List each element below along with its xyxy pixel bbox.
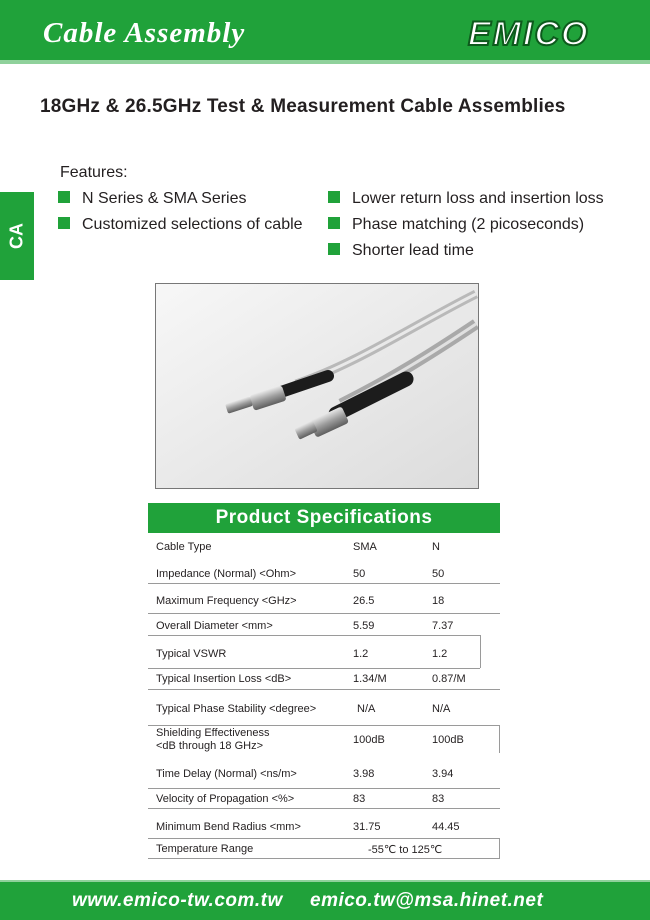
page-footer (0, 880, 650, 920)
product-photo (155, 283, 479, 489)
header-title: Cable Assembly (43, 17, 246, 49)
feature-text: Phase matching (2 picoseconds) (352, 216, 585, 233)
logo-text: EMICO (468, 15, 590, 50)
spec-label: <dB through 18 GHz> (156, 740, 264, 752)
specs-title: Product Specifications (215, 507, 433, 528)
feature-item (58, 216, 303, 234)
spec-label: Typical Insertion Loss <dB> (156, 673, 292, 685)
spec-sma-value: 50 (353, 568, 366, 580)
spec-n-value: 7.37 (432, 620, 454, 632)
email-link[interactable]: emico.tw@msa.hinet.net (310, 890, 544, 911)
table-divider (480, 635, 481, 668)
table-divider (148, 583, 500, 584)
table-divider (148, 808, 500, 809)
spec-range-value: -55℃ to 125℃ (368, 844, 443, 856)
spec-sma-value: 1.34/M (353, 673, 387, 685)
feature-item (58, 190, 247, 208)
spec-label: Minimum Bend Radius <mm> (156, 821, 301, 833)
features-label: Features: (60, 164, 128, 181)
table-divider (148, 613, 500, 614)
spec-label: Temperature Range (156, 843, 254, 855)
spec-sma-value: 26.5 (353, 595, 375, 607)
feature-text: Customized selections of cable (82, 216, 303, 233)
table-divider (148, 725, 500, 726)
spec-n-value: 18 (432, 595, 445, 607)
feature-text: Lower return loss and insertion loss (352, 190, 604, 207)
table-divider (148, 838, 500, 839)
bullet-icon (328, 191, 340, 203)
spec-sma-value: SMA (353, 541, 377, 553)
spec-n-value: N/A (432, 703, 451, 715)
spec-sma-value: 100dB (353, 734, 385, 746)
cable-assembly-image (156, 284, 478, 488)
table-row (148, 727, 500, 753)
spec-label: Typical VSWR (156, 648, 227, 660)
bullet-icon (328, 217, 340, 229)
side-tab-label: CA (6, 223, 27, 249)
spec-sma-value: 1.2 (353, 648, 369, 660)
spec-n-value: 83 (432, 793, 445, 805)
emico-logo (466, 14, 624, 50)
spec-label: Velocity of Propagation <%> (156, 793, 295, 805)
specs-header (148, 503, 500, 533)
bullet-icon (58, 217, 70, 229)
spec-label: Impedance (Normal) <Ohm> (156, 568, 296, 580)
spec-sma-value: 83 (353, 793, 366, 805)
feature-item (328, 190, 604, 208)
spec-label: Shielding Effectiveness (156, 727, 270, 739)
table-divider (148, 858, 500, 859)
bullet-icon (58, 191, 70, 203)
spec-n-value: 1.2 (432, 648, 448, 660)
spec-sma-value: 5.59 (353, 620, 375, 632)
bullet-icon (328, 243, 340, 255)
table-divider (148, 689, 500, 690)
side-tab (0, 192, 34, 280)
spec-sma-value: N/A (357, 703, 376, 715)
document-title: 18GHz & 26.5GHz Test & Measurement Cable Assemblies (40, 96, 566, 117)
table-divider (148, 635, 480, 636)
feature-item (328, 242, 474, 260)
spec-label: Maximum Frequency <GHz> (156, 595, 297, 607)
spec-n-value: N (432, 541, 440, 553)
spec-label: Typical Phase Stability <degree> (156, 703, 317, 715)
table-divider (148, 668, 480, 669)
page-header (0, 0, 650, 64)
spec-label: Overall Diameter <mm> (156, 620, 273, 632)
spec-n-value: 50 (432, 568, 445, 580)
spec-n-value: 0.87/M (432, 673, 466, 685)
website-link[interactable]: www.emico-tw.com.tw (72, 890, 283, 911)
table-divider (499, 838, 500, 858)
spec-n-value: 3.94 (432, 768, 454, 780)
feature-item (328, 216, 584, 234)
spec-sma-value: 31.75 (353, 821, 381, 833)
spec-n-value: 100dB (432, 734, 464, 746)
spec-label: Cable Type (156, 541, 212, 553)
spec-n-value: 44.45 (432, 821, 460, 833)
feature-text: N Series & SMA Series (82, 190, 247, 207)
feature-text: Shorter lead time (352, 242, 474, 259)
spec-label: Time Delay (Normal) <ns/m> (156, 768, 297, 780)
spec-sma-value: 3.98 (353, 768, 375, 780)
table-divider (148, 788, 500, 789)
